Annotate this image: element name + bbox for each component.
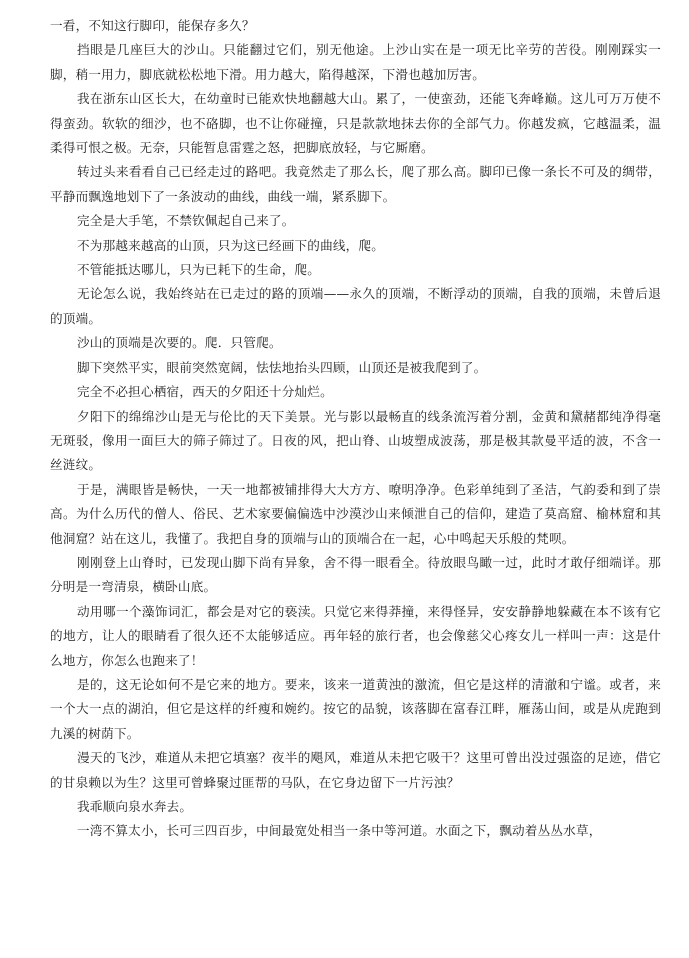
paragraph: 于是，满眼皆是畅快，一天一地都被铺排得大大方方、嘹明净净。色彩单纯到了圣洁，气韵委和到了崇高。为什么历代的僧人、俗民、艺术家要偏偏选中沙漠沙山来倾泄自己的信仰，建造了莫高窟、榆林窟和其他洞窟？站在这儿，我懂了。我把自身的顶端与山的顶端合在一起，心中鸣起天乐般的梵呗。 bbox=[50, 481, 661, 546]
paragraph: 挡眼是几座巨大的沙山。只能翻过它们，别无他途。上沙山实在是一项无比辛劳的苦役。刚刚踩实一脚，稍一用力，脚底就松松地下滑。用力越大，陷得越深，下滑也越加厉害。 bbox=[50, 42, 661, 82]
paragraph: 一湾不算太小，长可三四百步，中间最宽处相当一条中等河道。水面之下，飘动着丛丛水草， bbox=[77, 823, 602, 839]
paragraph: 不为那越来越高的山顶，只为这已经画下的曲线，爬。 bbox=[77, 237, 385, 253]
paragraph: 不管能抵达哪儿，只为已耗下的生命，爬。 bbox=[77, 262, 321, 278]
paragraph: 我在浙东山区长大，在幼童时已能欢快地翻越大山。累了，一使蛮劲，还能飞奔峰巅。这儿可万万使不得蛮劲。软软的细沙，也不硌脚，也不让你碰撞，只是款款地抹去你的全部气力。你越发疯，它越温柔，温柔得可恨之极。无奈，只能暂息雷霆之怒，把脚底放轻，与它厮磨。 bbox=[50, 91, 661, 156]
paragraph: 完全是大手笔，不禁钦佩起自己来了。 bbox=[77, 213, 295, 229]
paragraph: 刚刚登上山脊时，已发现山脚下尚有异象，舍不得一眼看全。待放眼鸟瞰一过，此时才敢仔细端详。那分明是一弯清泉，横卧山底。 bbox=[50, 554, 661, 595]
paragraph: 无论怎么说，我始终站在已走过的路的顶端——永久的顶端，不断浮动的顶端，自我的顶端，未曾后退的顶端。 bbox=[50, 286, 661, 326]
article-body bbox=[50, 14, 661, 844]
paragraph: 沙山的顶端是次要的。爬．只管爬。 bbox=[77, 335, 282, 351]
paragraph: 动用哪一个藻饰词汇，都会是对它的亵渎。只觉它来得莽撞，来得怪异，安安静静地躲藏在本不该有它的地方，让人的眼睛看了很久还不太能够适应。再年轻的旅行者，也会像慈父心疼女儿一样叫一声：这是什么地方，你怎么也跑来了！ bbox=[50, 603, 661, 668]
paragraph: 完全不必担心栖宿，西天的夕阳还十分灿烂。 bbox=[77, 384, 333, 400]
paragraph: 是的，这无论如何不是它来的地方。要来，该来一道黄浊的激流，但它是这样的清澈和宁谧。或者，来一个大一点的湖泊，但它是这样的纤瘦和婉约。按它的品貌，该落脚在富春江畔，雁荡山间，或是从虎跑到九溪的树荫下。 bbox=[50, 676, 661, 741]
paragraph: 漫天的飞沙，难道从未把它填塞？夜半的飓风，难道从未把它吸干？这里可曾出没过强盗的足迹，借它的甘泉赖以为生？这里可曾蜂聚过匪帮的马队，在它身边留下一片污浊？ bbox=[50, 750, 661, 790]
paragraph: 一看，不知这行脚印，能保存多久？ bbox=[50, 18, 255, 33]
paragraph: 夕阳下的绵绵沙山是无与伦比的天下美景。光与影以最畅直的线条流泻着分割，金黄和黛赭都纯净得毫无斑驳，像用一面巨大的筛子筛过了。日夜的风，把山脊、山坡塑成波荡，那是极其款曼平适的波，不含一丝涟纹。 bbox=[50, 408, 661, 473]
paragraph: 脚下突然平实，眼前突然宽阔，怯怯地抬头四顾，山顶还是被我爬到了。 bbox=[77, 359, 487, 375]
paragraph: 转过头来看看自己已经走过的路吧。我竟然走了那么长，爬了那么高。脚印已像一条长不可及的绸带，平静而飘逸地划下了一条波动的曲线，曲线一端，紧系脚下。 bbox=[50, 164, 661, 204]
paragraph: 我乖顺向泉水奔去。 bbox=[77, 799, 193, 814]
